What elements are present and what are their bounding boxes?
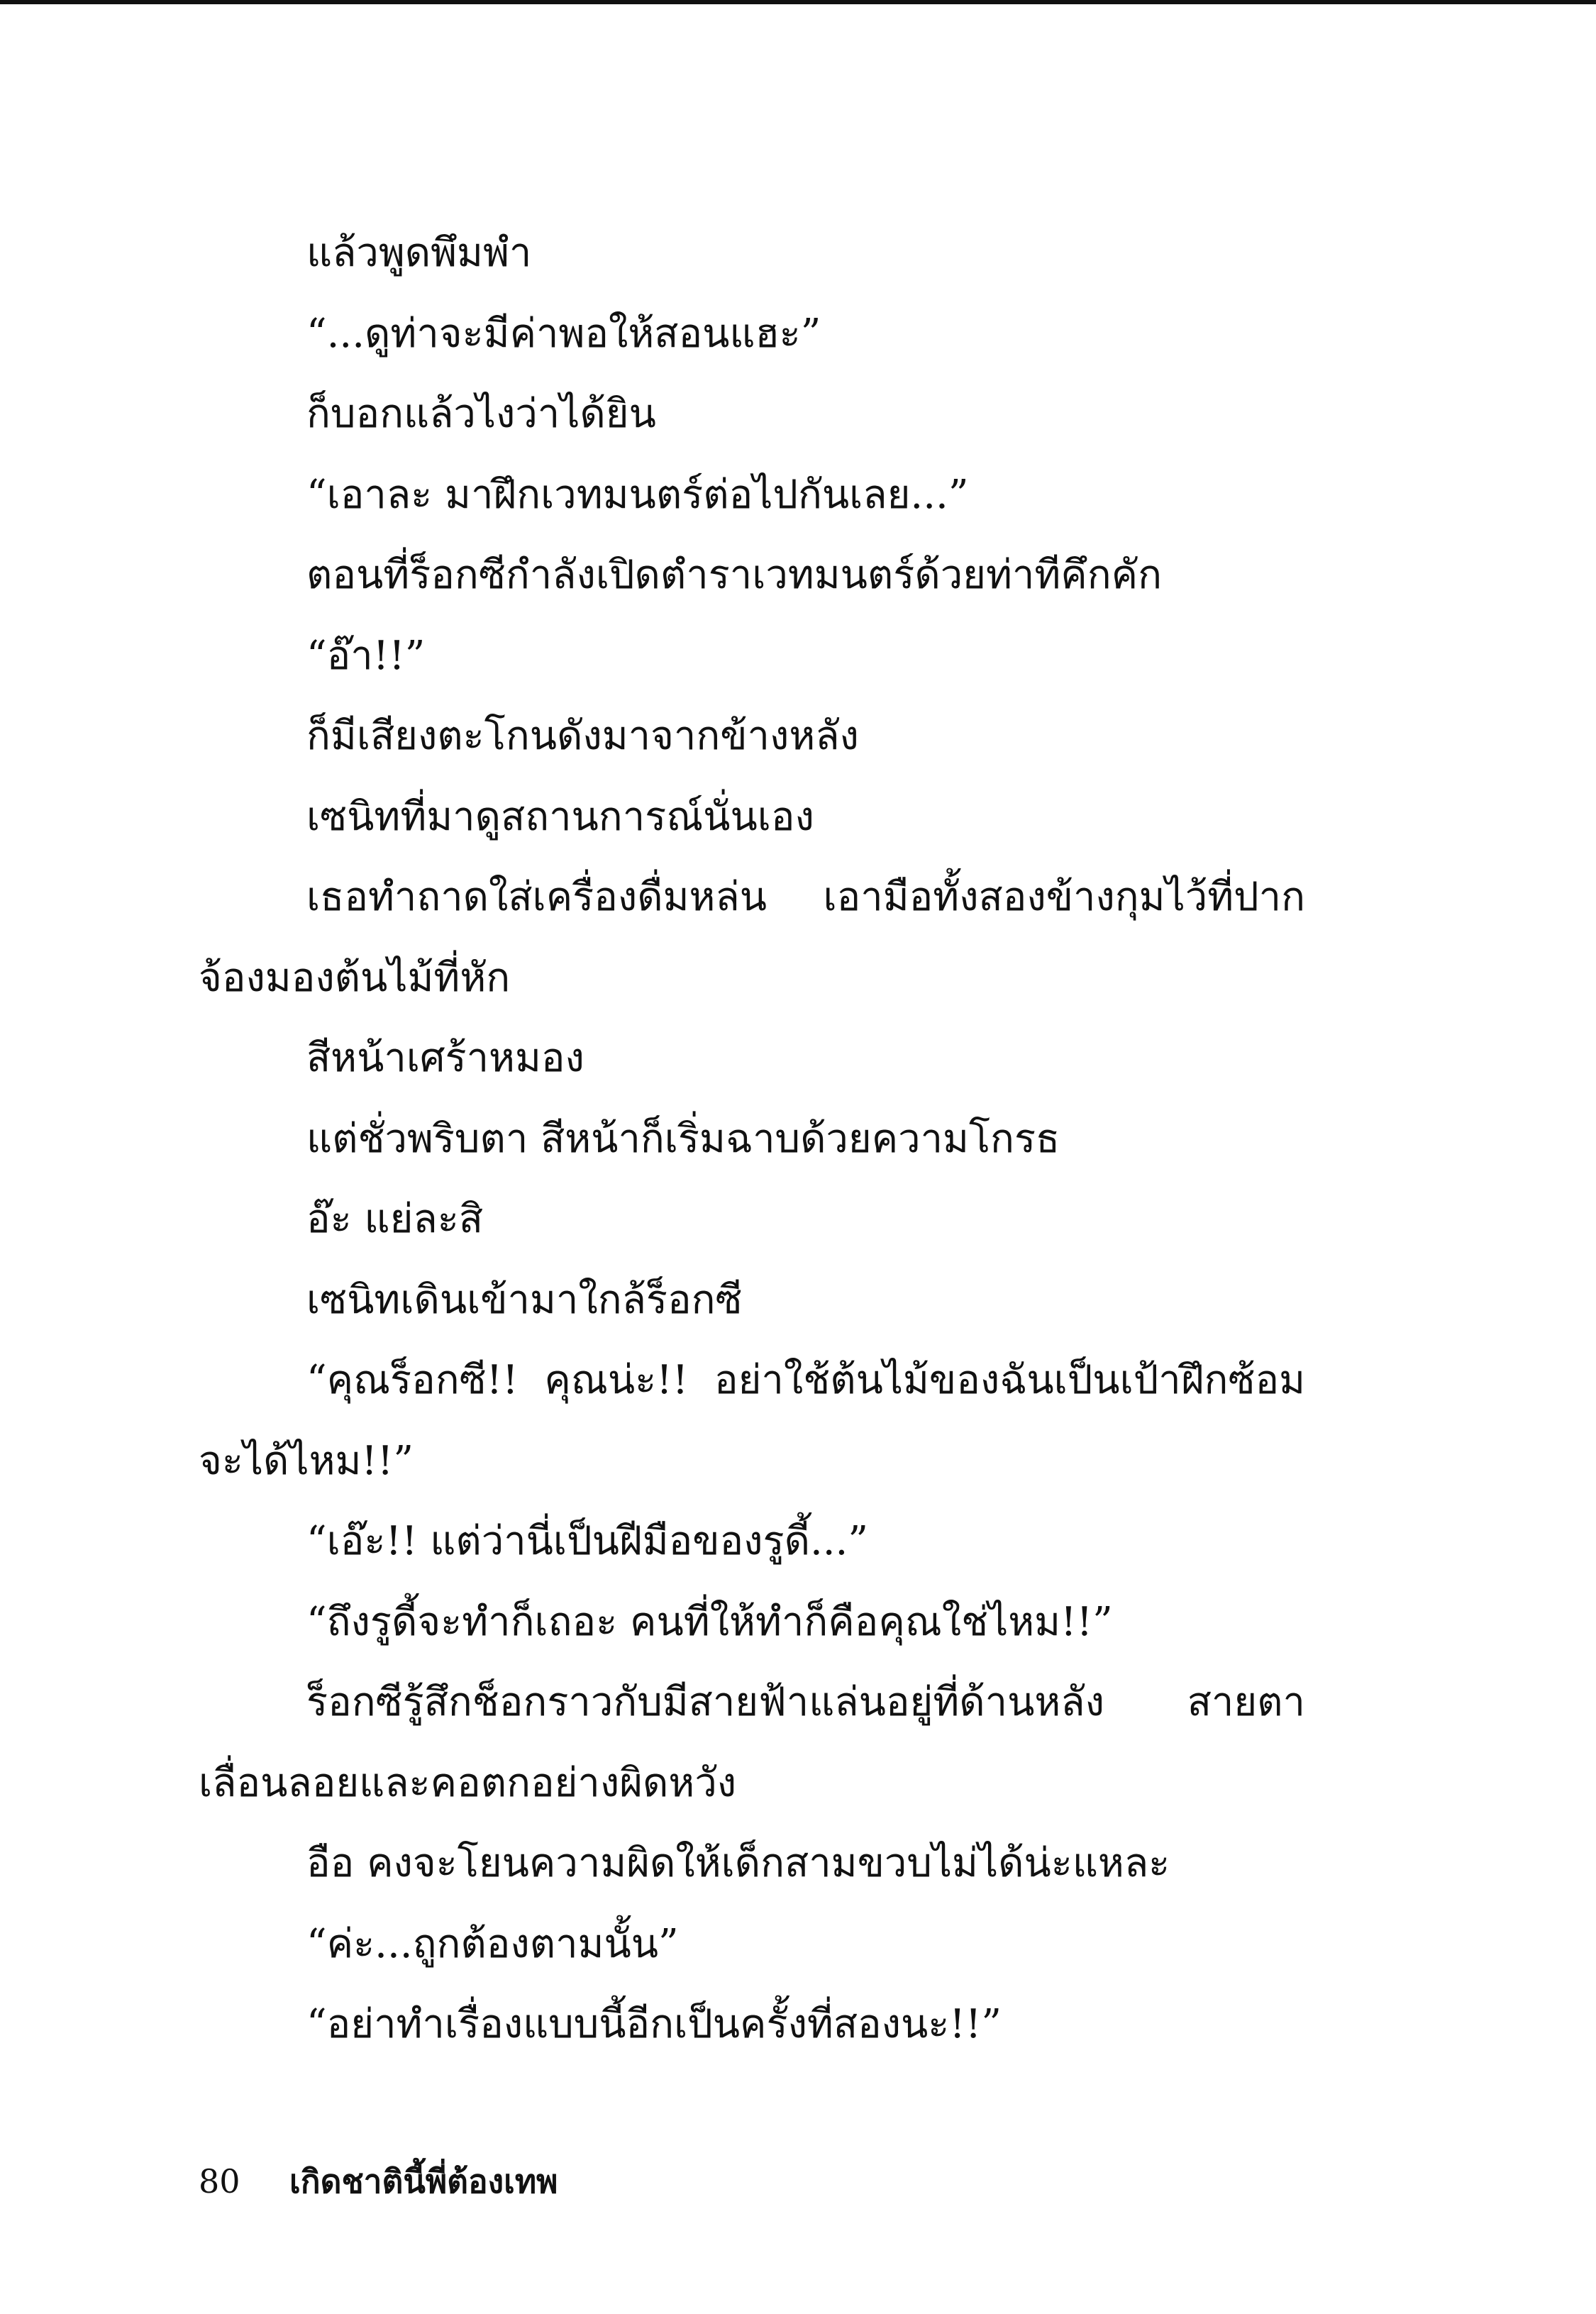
paragraph: อ๊ะ แย่ละสิ	[306, 1196, 483, 1242]
paragraph: สีหน้าเศร้าหมอง	[306, 1035, 584, 1081]
paragraph: “อ๊า!!”	[306, 632, 426, 679]
page-number: 80	[199, 2162, 240, 2200]
paragraph: “ค่ะ...ถูกต้องตามนั้น”	[306, 1920, 679, 1967]
paragraph: ตอนที่ร็อกซีกำลังเปิดตำราเวทมนตร์ด้วยท่าทีคึกคัก	[306, 552, 1162, 598]
paragraph: เซนิทเดินเข้ามาใกล้ร็อกซี	[306, 1276, 743, 1323]
paragraph: “คุณร็อกซี!! คุณน่ะ!! อย่าใช้ต้นไม้ของฉันเป็นเป้าฝึกซ้อมจะได้ไหม!!”	[199, 1357, 1305, 1484]
paragraph: ก็บอกแล้วไงว่าได้ยิน	[306, 391, 656, 437]
paragraph: “เอาละ มาฝึกเวทมนตร์ต่อไปกันเลย...”	[306, 471, 969, 518]
running-title: เกิดชาตินี้พี่ต้องเทพ	[289, 2162, 558, 2200]
page-body	[199, 213, 1305, 2065]
paragraph: ก็มีเสียงตะโกนดังมาจากข้างหลัง	[306, 713, 859, 759]
paragraph: “ถึงรูดี้จะทำก็เถอะ คนที่ให้ทำก็คือคุณใช่ไหม!!”	[306, 1598, 1113, 1645]
page-footer	[199, 2157, 1305, 2206]
paragraph: เธอทำถาดใส่เครื่องดื่มหล่น เอามือทั้งสองข้างกุมไว้ที่ปาก จ้องมองต้นไม้ที่หัก	[199, 874, 1305, 1001]
paragraph: อือ คงจะโยนความผิดให้เด็กสามขวบไม่ได้น่ะแหละ	[306, 1840, 1170, 1886]
paragraph: เซนิทที่มาดูสถานการณ์นั่นเอง	[306, 793, 814, 840]
paragraph: “อย่าทำเรื่องแบบนี้อีกเป็นครั้งที่สองนะ!!”	[306, 2001, 1002, 2047]
paragraph: “...ดูท่าจะมีค่าพอให้สอนแฮะ”	[306, 310, 821, 357]
top-border-line	[0, 0, 1596, 4]
paragraph: แต่ชั่วพริบตา สีหน้าก็เริ่มฉาบด้วยความโกรธ	[306, 1115, 1060, 1162]
paragraph: ร็อกซีรู้สึกช็อกราวกับมีสายฟ้าแล่นอยู่ที่ด้านหลัง สายตาเลื่อนลอยและคอตกอย่างผิดหวัง	[199, 1679, 1305, 1806]
paragraph: “เอ๊ะ!! แต่ว่านี่เป็นฝีมือของรูดี้...”	[306, 1518, 868, 1564]
paragraph: แล้วพูดพึมพำ	[306, 230, 532, 276]
